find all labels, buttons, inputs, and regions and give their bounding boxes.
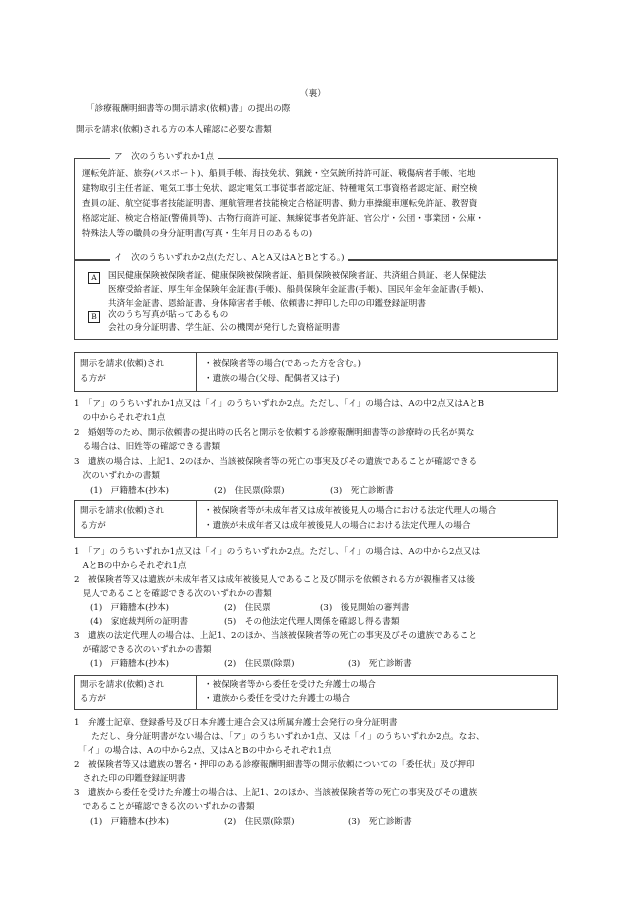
case1-doc: (1) 戸籍謄本(抄本) [90, 486, 170, 496]
case1-note: 次のいずれかの書類 [74, 471, 160, 481]
case1-left: る方が [80, 374, 106, 384]
case2-right: ・遺族が未成年者又は成年被後見人の場合における法定代理人の場合 [204, 521, 471, 531]
case2-note: 1 「ア」のうちいずれか1点又は「イ」のうちいずれか2点。ただし、「イ」の場合は、Aの中から2点又は [74, 547, 481, 557]
page-side-label: （裏） [300, 89, 326, 99]
case2-doc: (2) 住民票(除票) [224, 659, 295, 669]
case2-note: が確認できる次のいずれかの書類 [74, 645, 212, 655]
case1-note: 1 「ア」のうちいずれか1点又は「イ」のうちいずれか2点。ただし、「イ」の場合は、Aの中2点又はAとB [74, 399, 485, 409]
box-i-a-line: 国民健康保険被保険者証、健康保険被保険者証、船員保険被保険者証、共済組合員証、老人保健法 [108, 271, 487, 281]
case2-doc: (3) 後見開始の審判書 [320, 603, 410, 613]
case3-note: ただし、身分証明書がない場合は、「ア」のうちいずれか1点、又は「イ」のうちいずれか2点。なお、 [74, 732, 485, 742]
case1-right: ・遺族の場合(父母、配偶者又は子) [204, 374, 340, 384]
case3-doc: (2) 住民票(除票) [224, 817, 295, 827]
mark-b: B [88, 311, 100, 323]
box-a-line: 格認定証、検定合格証(警備員等)、古物行商許可証、無線従事者免許証、官公庁・公団・事業団・公庫・ [82, 214, 485, 224]
case2-doc: (2) 住民票 [224, 603, 271, 613]
case1-divider [196, 352, 197, 391]
case2-note: AとBの中からそれぞれ1点 [74, 561, 187, 571]
box-i-a-line: 共済年金証書、恩給証書、身体障害者手帳、依頼書に押印した印の印鑑登録証明書 [108, 299, 426, 309]
case1-note: る場合は、旧姓等の確認できる書類 [74, 442, 221, 452]
case2-note: 2 被保険者等又は遺族が未成年者又は成年被後見人であること及び開示を依頼される方が親権者又は後 [74, 575, 475, 585]
case2-left: る方が [80, 521, 106, 531]
case1-doc: (2) 住民票(除票) [214, 486, 285, 496]
case3-note: された印の印鑑登録証明書 [74, 774, 186, 784]
case3-left: 開示を請求(依頼)され [80, 680, 165, 690]
box-a-line: 特殊法人等の職員の身分証明書(写真・生年月日のあるもの) [82, 229, 313, 239]
case3-right: ・遺族から委任を受けた弁護士の場合 [204, 694, 351, 704]
case2-doc: (4) 家庭裁判所の証明書 [90, 617, 189, 627]
case2-right: ・被保険者等が未成年者又は成年被後見人の場合における法定代理人の場合 [204, 506, 497, 516]
case1-note: 2 婚姻等のため、開示依頼書の提出時の氏名と開示を依頼する診療報酬明細書等の診療時の氏名が異な [74, 428, 475, 438]
case1-left: 開示を請求(依頼)され [80, 359, 165, 369]
case3-note: 「イ」の場合は、Aの中から2点、又はAとBの中からそれぞれ1点 [74, 746, 332, 756]
case2-note: 見人であることを確認できる次のいずれかの書類 [74, 589, 272, 599]
box-i-a-line: 医療受給者証、厚生年金保険年金証書(手帳)、船員保険年金証書(手帳)、国民年金年金証書(手帳)、 [108, 285, 490, 295]
box-a-line: 査員の証、航空従事者技能証明書、運航管理者技能検定合格証明書、動力車操縦車運転免許証、教習資 [82, 199, 478, 209]
case3-note: であることが確認できる次のいずれかの書類 [74, 802, 255, 812]
case2-doc: (1) 戸籍謄本(抄本) [90, 659, 170, 669]
box-a-line: 建物取引主任者証、電気工事士免状、認定電気工事従事者認定証、特種電気工事資格者認定証、耐空検 [82, 184, 478, 194]
case1-doc: (3) 死亡診断書 [330, 486, 394, 496]
page-title-line1: 「診療報酬明細書等の開示請求(依頼)書」の提出の際 [86, 104, 291, 114]
case3-note: 3 遺族から委任を受けた弁護士の場合は、上記1、2のほか、当該被保険者等の死亡の事実及びその遺族 [74, 788, 478, 798]
case3-left: る方が [80, 694, 106, 704]
case3-note: 2 被保険者等又は遺族の署名・押印のある診療報酬明細書等の開示依頼についての「委任状」及び押印 [74, 760, 475, 770]
box-i-b-line: 次のうち写真が貼ってあるもの [108, 310, 229, 320]
case1-note: 3 遺族の場合は、上記1、2のほか、当該被保険者等の死亡の事実及びその遺族であることが確認できる [74, 457, 478, 467]
case1-box [74, 352, 558, 392]
case1-note: の中からそれぞれ1点 [74, 413, 166, 423]
case2-note: 3 遺族の法定代理人の場合は、上記1、2のほか、当該被保険者等の死亡の事実及びその遺族であること [74, 631, 478, 641]
case3-doc: (1) 戸籍謄本(抄本) [90, 817, 170, 827]
case2-divider [196, 500, 197, 537]
case3-note: 1 弁護士記章、登録番号及び日本弁護士連合会又は所属弁護士会発行の身分証明書 [74, 718, 398, 728]
box-a-line: 運転免許証、旅券(パスポート)、船員手帳、海技免状、猟銃・空気銃所持許可証、戦傷病者手帳、宅地 [82, 169, 476, 179]
case2-doc: (1) 戸籍謄本(抄本) [90, 603, 170, 613]
case2-left: 開示を請求(依頼)され [80, 506, 165, 516]
case3-divider [196, 675, 197, 709]
case3-right: ・被保険者等から委任を受けた弁護士の場合 [204, 680, 376, 690]
box-i-label: イ 次のうちいずれか2点(ただし、AとA又はAとBとする。) [110, 253, 348, 264]
page-title-line2: 開示を請求(依頼)される方の本人確認に必要な書類 [76, 125, 272, 135]
mark-a: A [88, 272, 100, 284]
box-i-b-line: 会社の身分証明書、学生証、公の機関が発行した資格証明書 [108, 323, 341, 333]
case2-doc: (5) その他法定代理人関係を確認し得る書類 [224, 617, 400, 627]
box-a-label: ア 次のうちいずれか1点 [110, 152, 218, 163]
case3-doc: (3) 死亡診断書 [348, 817, 412, 827]
case2-doc: (3) 死亡診断書 [348, 659, 412, 669]
case1-right: ・被保険者等の場合(であった方を含む。) [204, 359, 362, 369]
